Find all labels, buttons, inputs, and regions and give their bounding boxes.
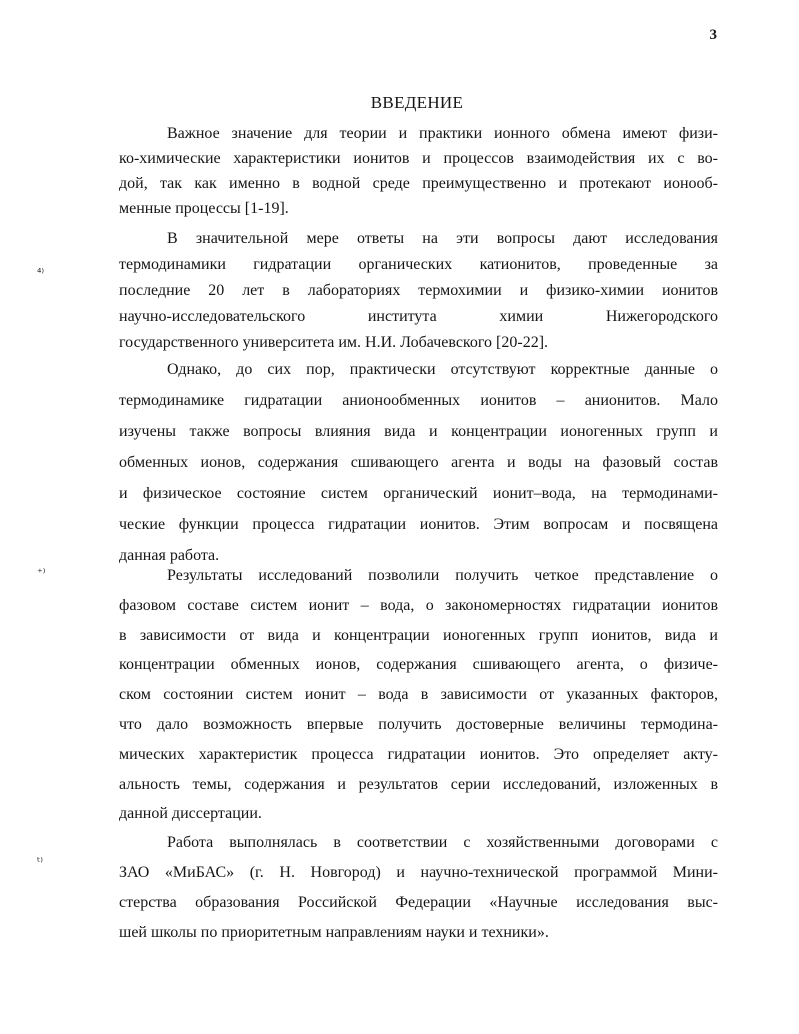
margin-mark: ⁴⁾	[37, 266, 45, 279]
page-number: 3	[709, 27, 717, 43]
paragraph-3	[119, 354, 718, 571]
paragraph-5	[119, 828, 718, 948]
paragraph-4	[119, 561, 718, 829]
text-line: дой, так как именно в водной среде преимущественно и протекают ионооб-	[119, 175, 718, 192]
text-line: в зависимости от вида и концентрации ионогенных групп ионитов, вида и	[119, 626, 718, 644]
text-line: Работа выполнялась в соответствии с хозяйственными договорами с	[167, 834, 718, 851]
text-line: менные процессы [1-19].	[119, 200, 289, 217]
text-line: ко-химические характеристики ионитов и процессов взаимодействия их с во-	[119, 150, 718, 167]
text-line: научно-исследовательского института химии Нижегородского	[119, 308, 718, 325]
text-line: стерства образования Российской Федерации «Научные исследования выс-	[119, 894, 718, 911]
text-line: термодинамике гидратации анионообменных ионитов – анионитов. Мало	[119, 392, 718, 409]
text-line: В значительной мере ответы на эти вопросы дают исследования	[167, 230, 718, 247]
paragraph-2	[119, 226, 718, 356]
text-line: ском состоянии систем ионит – вода в зависимости от указанных факторов,	[119, 686, 718, 704]
text-line: Однако, до сих пор, практически отсутствуют корректные данные о	[167, 361, 718, 378]
text-line: обменных ионов, содержания сшивающего агента и воды на фазовый состав	[119, 454, 718, 471]
text-line: ЗАО «МиБАС» (г. Н. Новгород) и научно-технической программой Мини-	[119, 864, 718, 881]
text-line: и физическое состояние систем органический ионит–вода, на термодинами-	[119, 485, 718, 502]
text-line: ческие функции процесса гидратации ионитов. Этим вопросам и посвящена	[119, 516, 718, 533]
text-line: Результаты исследований позволили получить четкое представление о	[167, 567, 718, 584]
text-line: государственного университета им. Н.И. Лобачевского [20-22].	[119, 334, 549, 351]
text-line: данной диссертации.	[119, 805, 262, 823]
text-line: альность темы, содержания и результатов серии исследований, изложенных в	[119, 775, 718, 793]
text-line: фазовом составе систем ионит – вода, о закономерностях гидратации ионитов	[119, 596, 718, 614]
margin-mark: ⁺⁾	[37, 566, 46, 579]
text-line: концентрации обменных ионов, содержания сшивающего агента, о физиче-	[119, 656, 718, 674]
text-line: Важное значение для теории и практики ионного обмена имеют физи-	[167, 125, 718, 142]
text-line: изучены также вопросы влияния вида и концентрации ионогенных групп и	[119, 423, 718, 440]
paragraph-1	[119, 121, 718, 221]
margin-mark: ᵗ⁾	[37, 855, 43, 868]
text-line: мических характеристик процесса гидратации ионитов. Это определяет акту-	[119, 745, 718, 763]
page-title: ВВЕДЕНИЕ	[370, 93, 464, 112]
text-line: данная работа.	[119, 547, 220, 564]
text-line: последние 20 лет в лабораториях термохимии и физико-химии ионитов	[119, 282, 718, 299]
text-line: шей школы по приоритетным направлениям науки и техники».	[119, 924, 549, 941]
text-line: что дало возможность впервые получить достоверные величины термодина-	[119, 715, 718, 733]
text-line: термодинамики гидратации органических катионитов, проведенные за	[119, 256, 718, 273]
